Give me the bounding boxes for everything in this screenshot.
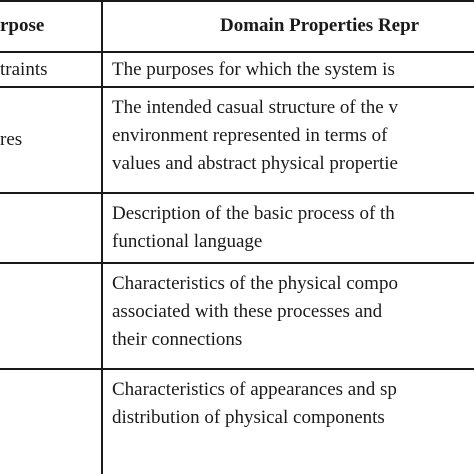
table-row-4-right: [112, 270, 398, 354]
table-rule-row-2: [0, 192, 474, 194]
table-row-1-right: [112, 56, 395, 84]
table-row-4-line-2: associated with these processes and: [112, 301, 383, 322]
table-row-5-line-2: distribution of physical components: [112, 407, 385, 428]
table-row-5-line-1: Characteristics of appearances and sp: [112, 379, 397, 400]
table-rule-row-4: [0, 368, 474, 370]
table-rule-header-top: [0, 0, 474, 2]
table-column-divider: [101, 0, 103, 474]
table-row-1-left: traints: [0, 59, 48, 80]
table-row-2-line-2: environment represented in terms of: [112, 125, 388, 146]
table-row-3-line-1: Description of the basic process of th: [112, 203, 395, 224]
table-row-4-line-1: Characteristics of the physical compo: [112, 273, 398, 294]
table-row-2-left: res: [0, 129, 23, 150]
table-row-3-right: [112, 200, 395, 256]
table-row-4-line-3: their connections: [112, 329, 243, 350]
table-row-2-line-1: The intended casual structure of the v: [112, 97, 398, 118]
column-header-purpose: rpose: [0, 15, 45, 36]
table-rule-row-1: [0, 86, 474, 88]
table-row-3-line-2: functional language: [112, 231, 263, 252]
table-row-2-line-3: values and abstract physical propertie: [112, 153, 398, 174]
table-rule-header-bottom: [0, 51, 474, 53]
table-row-5-right: [112, 376, 397, 432]
column-header-domain-properties: Domain Properties Repr: [220, 15, 420, 36]
table-row-1-line-1: The purposes for which the system is: [112, 59, 395, 80]
table-rule-row-3: [0, 262, 474, 264]
table-row-2-right: [112, 94, 398, 178]
